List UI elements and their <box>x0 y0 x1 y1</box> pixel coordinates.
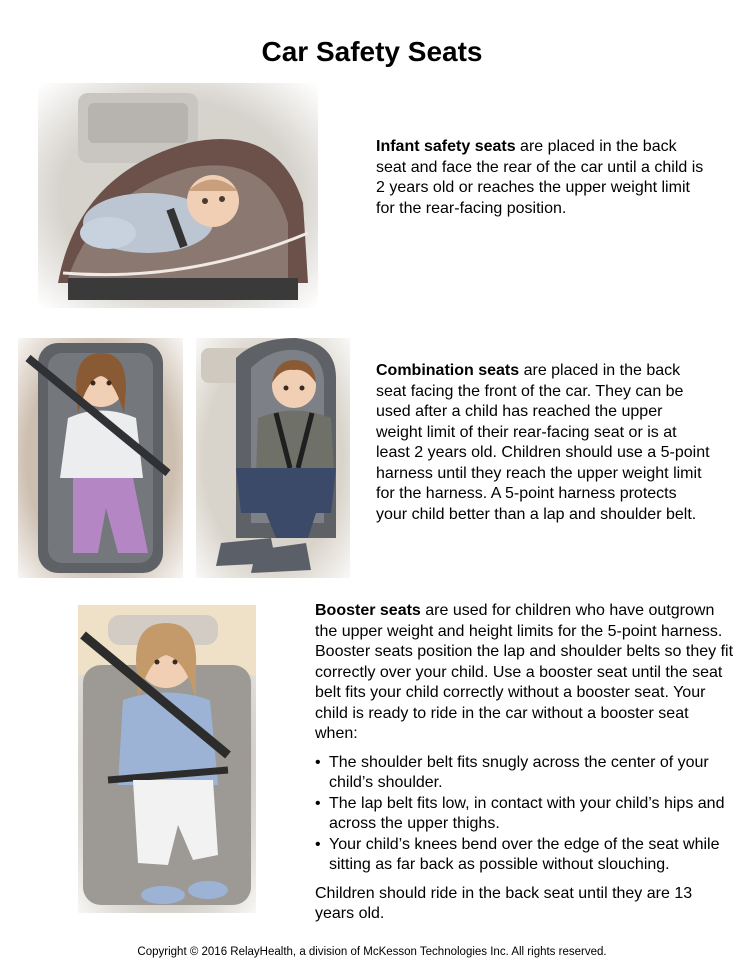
booster-seat-description: are used for children who have outgrown the upper weight and height limits for the 5-point harness. Booster seats position the lap and shoulder belts so they fit correctly over your child. Use a booster seat until the seat belt fits your child correctly without a booster seat. Your child is ready to ride in the car without a booster seat when: <box>315 602 734 742</box>
bullet-icon: • <box>315 753 321 771</box>
list-item: • Your child’s knees bend over the edge of the seat while sitting as far back as possible without slouching. <box>315 835 720 873</box>
combination-seat-girl-illustration <box>18 338 183 578</box>
combination-seat-heading: Combination seats <box>376 362 520 379</box>
bullet-icon: • <box>315 835 321 853</box>
combination-seat-paragraph <box>376 361 711 525</box>
back-seat-age-note: Children should ride in the back seat until they are 13 years old. <box>315 884 693 922</box>
infant-seat-description: are placed in the back seat and face the rear of the car until a child is 2 years old or reaches the upper weight limit for the rear-facing position. <box>376 138 704 217</box>
infant-seat-illustration <box>38 83 318 308</box>
bullet-icon: • <box>315 794 321 812</box>
combination-seat-description: are placed in the back seat facing the front of the car. They can be used after a child has reached the upper weight limit of their rear-facing seat or is at least 2 years old. Children should use a 5-point harness until they reach the upper weight limit for the harness. A 5-point harness protects your child better than a lap and shoulder belt. <box>376 362 710 523</box>
booster-seat-paragraph <box>315 601 735 745</box>
combination-seat-boy-illustration <box>196 338 350 578</box>
booster-seat-heading: Booster seats <box>315 602 421 619</box>
booster-seat-section <box>315 601 735 941</box>
infant-seat-heading: Infant safety seats <box>376 138 516 155</box>
booster-readiness-list <box>315 753 735 876</box>
infant-seat-paragraph <box>376 137 706 219</box>
list-item: • The lap belt fits low, in contact with your child’s hips and across the upper thighs. <box>315 794 725 832</box>
booster-seat-illustration <box>78 605 256 913</box>
list-item: • The shoulder belt fits snugly across the center of your child’s shoulder. <box>315 753 709 791</box>
copyright-notice: Copyright © 2016 RelayHealth, a division of McKesson Technologies Inc. All rights reserved. <box>137 946 607 958</box>
page-title: Car Safety Seats <box>261 36 483 67</box>
